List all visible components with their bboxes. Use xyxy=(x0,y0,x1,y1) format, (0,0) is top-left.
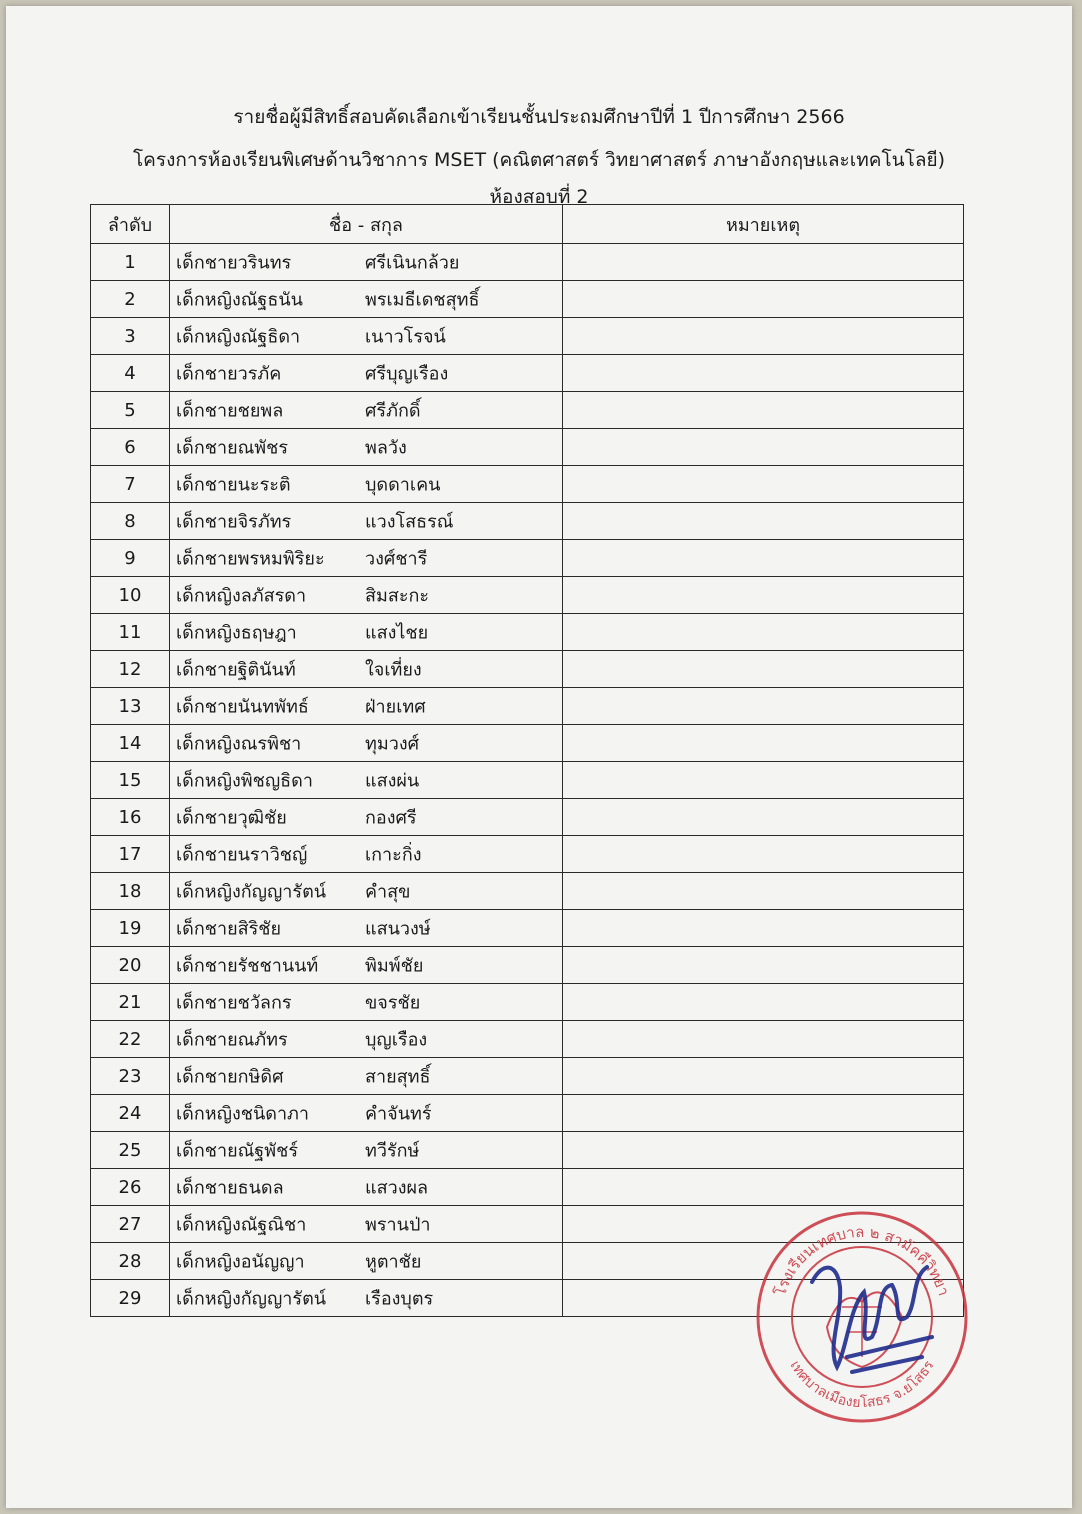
table-row xyxy=(91,1058,964,1095)
name-cell xyxy=(170,1021,563,1058)
last-name: เรืองบุตร xyxy=(365,1288,434,1310)
remarks-cell xyxy=(563,429,964,466)
last-name: คำสุข xyxy=(365,881,411,903)
row-number: 5 xyxy=(91,392,170,429)
row-number: 20 xyxy=(91,947,170,984)
row-number: 9 xyxy=(91,540,170,577)
first-name: เด็กชายณัฐพัชร์ xyxy=(176,1140,298,1162)
table-row xyxy=(91,614,964,651)
table-row xyxy=(91,503,964,540)
last-name: พิมพ์ชัย xyxy=(365,955,424,977)
remarks-cell xyxy=(563,651,964,688)
remarks-cell xyxy=(563,1058,964,1095)
last-name: ทวีรักษ์ xyxy=(365,1140,420,1162)
last-name: บุดดาเคน xyxy=(365,474,441,496)
first-name: เด็กชายจิรภัทร xyxy=(176,511,292,533)
table-row xyxy=(91,1021,964,1058)
table-row xyxy=(91,725,964,762)
first-name: เด็กชายนราวิชญ์ xyxy=(176,844,308,866)
row-number: 14 xyxy=(91,725,170,762)
first-name: เด็กชายธนดล xyxy=(176,1177,284,1199)
row-number: 18 xyxy=(91,873,170,910)
first-name: เด็กชายชยพล xyxy=(176,400,284,422)
official-seal xyxy=(752,1207,972,1427)
first-name: เด็กหญิงณัฐณิชา xyxy=(176,1214,307,1236)
first-name: เด็กชายสิริชัย xyxy=(176,918,282,940)
table-row xyxy=(91,577,964,614)
seal-text-top: โรงเรียนเทศบาล ๒ สามัคคีวิทยา xyxy=(771,1222,953,1299)
table-row xyxy=(91,392,964,429)
last-name: ศรีบุญเรือง xyxy=(365,363,449,385)
table-row xyxy=(91,318,964,355)
remarks-cell xyxy=(563,281,964,318)
row-number: 19 xyxy=(91,910,170,947)
table-row xyxy=(91,540,964,577)
row-number: 3 xyxy=(91,318,170,355)
table-row xyxy=(91,984,964,1021)
remarks-cell xyxy=(563,318,964,355)
last-name: แสงไชย xyxy=(365,622,429,644)
remarks-cell xyxy=(563,466,964,503)
name-cell xyxy=(170,910,563,947)
remarks-cell xyxy=(563,725,964,762)
table-row xyxy=(91,947,964,984)
candidate-table xyxy=(90,204,964,1317)
name-cell xyxy=(170,503,563,540)
table-row xyxy=(91,466,964,503)
last-name: แสวงผล xyxy=(365,1177,429,1199)
remarks-cell xyxy=(563,503,964,540)
table-row xyxy=(91,1132,964,1169)
first-name: เด็กชายนันทพัทธ์ xyxy=(176,696,309,718)
row-number: 6 xyxy=(91,429,170,466)
first-name: เด็กหญิงลภัสรดา xyxy=(176,585,307,607)
first-name: เด็กหญิงธฤษฎา xyxy=(176,622,297,644)
name-cell xyxy=(170,466,563,503)
first-name: เด็กหญิงชนิดาภา xyxy=(176,1103,310,1125)
last-name: พรานป่า xyxy=(365,1214,431,1236)
last-name: ศรีเนินกล้วย xyxy=(365,252,460,274)
row-number: 13 xyxy=(91,688,170,725)
column-header-name: ชื่อ - สกุล xyxy=(170,205,563,244)
name-cell xyxy=(170,1280,563,1317)
first-name: เด็กหญิงณรพิชา xyxy=(176,733,302,755)
last-name: คำจันทร์ xyxy=(365,1103,432,1125)
last-name: สายสุทธิ์ xyxy=(365,1066,431,1088)
remarks-cell xyxy=(563,873,964,910)
name-cell xyxy=(170,244,563,281)
first-name: เด็กชายวรินทร xyxy=(176,252,292,274)
first-name: เด็กชายนะระติ xyxy=(176,474,291,496)
seal-text-bottom: เทศบาลเมืองยโสธร จ.ยโสธร xyxy=(786,1358,938,1412)
row-number: 24 xyxy=(91,1095,170,1132)
last-name: แสนวงษ์ xyxy=(365,918,431,940)
first-name: เด็กหญิงอนัญญา xyxy=(176,1251,305,1273)
remarks-cell xyxy=(563,355,964,392)
first-name: เด็กหญิงณัฐธนัน xyxy=(176,289,303,311)
name-cell xyxy=(170,873,563,910)
table-row xyxy=(91,281,964,318)
name-cell xyxy=(170,651,563,688)
last-name: พรเมธีเดชสุทธิ์ xyxy=(365,289,480,311)
last-name: ฝ่ายเทศ xyxy=(365,696,426,718)
name-cell xyxy=(170,540,563,577)
column-header-remarks: หมายเหตุ xyxy=(563,205,964,244)
name-cell xyxy=(170,725,563,762)
name-cell xyxy=(170,799,563,836)
name-cell xyxy=(170,281,563,318)
first-name: เด็กชายพรหมพิริยะ xyxy=(176,548,325,570)
first-name: เด็กชายรัชชานนท์ xyxy=(176,955,319,977)
remarks-cell xyxy=(563,910,964,947)
remarks-cell xyxy=(563,799,964,836)
first-name: เด็กชายวรภัค xyxy=(176,363,282,385)
name-cell xyxy=(170,614,563,651)
row-number: 23 xyxy=(91,1058,170,1095)
row-number: 7 xyxy=(91,466,170,503)
document-subtitle: โครงการห้องเรียนพิเศษด้านวิชาการ MSET (คณิตศาสตร์ วิทยาศาสตร์ ภาษาอังกฤษและเทคโนโลยี) xyxy=(132,149,946,171)
name-cell xyxy=(170,1243,563,1280)
name-cell xyxy=(170,984,563,1021)
name-cell xyxy=(170,318,563,355)
table-row xyxy=(91,244,964,281)
seal-graphic xyxy=(752,1207,972,1427)
first-name: เด็กหญิงณัฐธิดา xyxy=(176,326,301,348)
table-row xyxy=(91,1169,964,1206)
table-row xyxy=(91,1095,964,1132)
first-name: เด็กชายชวัลกร xyxy=(176,992,292,1014)
remarks-cell xyxy=(563,836,964,873)
first-name: เด็กชายณภัทร xyxy=(176,1029,288,1051)
table-row xyxy=(91,910,964,947)
first-name: เด็กชายฐิตินันท์ xyxy=(176,659,296,681)
name-cell xyxy=(170,762,563,799)
remarks-cell xyxy=(563,614,964,651)
document-title: รายชื่อผู้มีสิทธิ์สอบคัดเลือกเข้าเรียนชั้นประถมศึกษาปีที่ 1 ปีการศึกษา 2566 xyxy=(233,106,845,128)
remarks-cell xyxy=(563,688,964,725)
table-row xyxy=(91,873,964,910)
row-number: 22 xyxy=(91,1021,170,1058)
first-name: เด็กหญิงพิชญธิดา xyxy=(176,770,313,792)
row-number: 15 xyxy=(91,762,170,799)
row-number: 26 xyxy=(91,1169,170,1206)
name-cell xyxy=(170,1206,563,1243)
name-cell xyxy=(170,947,563,984)
last-name: สิมสะกะ xyxy=(365,585,430,607)
remarks-cell xyxy=(563,1021,964,1058)
last-name: ทุมวงศ์ xyxy=(365,733,420,755)
table-row xyxy=(91,429,964,466)
row-number: 27 xyxy=(91,1206,170,1243)
table-row xyxy=(91,799,964,836)
name-cell xyxy=(170,429,563,466)
remarks-cell xyxy=(563,540,964,577)
name-cell xyxy=(170,1058,563,1095)
row-number: 11 xyxy=(91,614,170,651)
table-header-row xyxy=(91,205,964,244)
column-header-number: ลำดับ xyxy=(91,205,170,244)
remarks-cell xyxy=(563,1095,964,1132)
exam-room-label: ห้องสอบที่ 2 xyxy=(489,186,589,208)
last-name: เนาวโรจน์ xyxy=(365,326,446,348)
name-cell xyxy=(170,1095,563,1132)
row-number: 25 xyxy=(91,1132,170,1169)
row-number: 8 xyxy=(91,503,170,540)
name-cell xyxy=(170,392,563,429)
remarks-cell xyxy=(563,392,964,429)
remarks-cell xyxy=(563,244,964,281)
row-number: 16 xyxy=(91,799,170,836)
remarks-cell xyxy=(563,1169,964,1206)
row-number: 21 xyxy=(91,984,170,1021)
table-row xyxy=(91,688,964,725)
last-name: หูตาชัย xyxy=(365,1251,422,1273)
last-name: พลวัง xyxy=(365,437,407,459)
remarks-cell xyxy=(563,984,964,1021)
row-number: 1 xyxy=(91,244,170,281)
name-cell xyxy=(170,688,563,725)
table-row xyxy=(91,836,964,873)
last-name: ใจเที่ยง xyxy=(365,659,422,681)
name-cell xyxy=(170,1169,563,1206)
table-row xyxy=(91,651,964,688)
row-number: 2 xyxy=(91,281,170,318)
table-body xyxy=(91,244,964,1317)
name-cell xyxy=(170,836,563,873)
first-name: เด็กหญิงกัญญารัตน์ xyxy=(176,1288,327,1310)
table-row xyxy=(91,762,964,799)
row-number: 4 xyxy=(91,355,170,392)
name-cell xyxy=(170,1132,563,1169)
last-name: วงศ์ชารี xyxy=(365,548,428,570)
name-cell xyxy=(170,355,563,392)
last-name: ศรีภักดิ์ xyxy=(365,400,421,422)
last-name: เกาะกิ่ง xyxy=(365,844,422,866)
remarks-cell xyxy=(563,577,964,614)
last-name: ขจรชัย xyxy=(365,992,421,1014)
first-name: เด็กหญิงกัญญารัตน์ xyxy=(176,881,327,903)
remarks-cell xyxy=(563,947,964,984)
name-cell xyxy=(170,577,563,614)
last-name: บุญเรือง xyxy=(365,1029,428,1051)
last-name: แสงผ่น xyxy=(365,770,420,792)
last-name: แวงโสธรณ์ xyxy=(365,511,454,533)
remarks-cell xyxy=(563,1132,964,1169)
row-number: 12 xyxy=(91,651,170,688)
first-name: เด็กชายวุฒิชัย xyxy=(176,807,287,829)
row-number: 10 xyxy=(91,577,170,614)
first-name: เด็กชายณพัชร xyxy=(176,437,289,459)
table-row xyxy=(91,355,964,392)
first-name: เด็กชายกษิดิศ xyxy=(176,1066,284,1088)
last-name: กองศรี xyxy=(365,807,417,829)
row-number: 29 xyxy=(91,1280,170,1317)
remarks-cell xyxy=(563,762,964,799)
row-number: 28 xyxy=(91,1243,170,1280)
row-number: 17 xyxy=(91,836,170,873)
